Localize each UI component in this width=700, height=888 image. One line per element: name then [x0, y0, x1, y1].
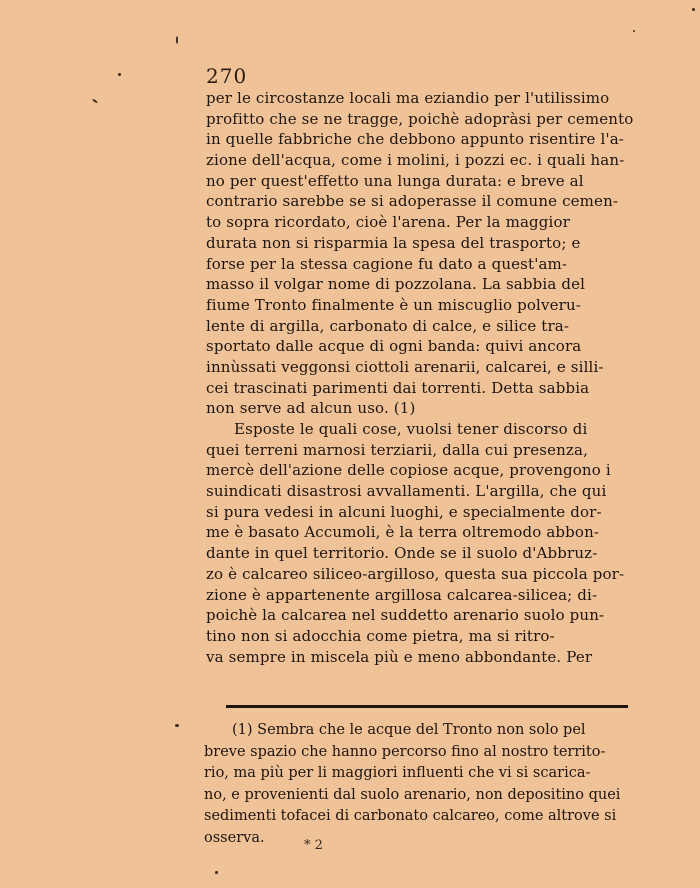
text-line: to sopra ricordato, cioè l'arena. Per la maggior: [206, 213, 570, 232]
footnote-line: (1) Sembra che le acque del Tronto non solo pel: [232, 722, 586, 738]
paper-speck: [633, 30, 635, 32]
footnote-divider: [226, 705, 628, 708]
footnote-line: osserva.: [204, 829, 265, 846]
text-line: lente di argilla, carbonato di calce, e silice tra-: [206, 316, 570, 335]
text-line: non serve ad alcun uso. (1): [206, 399, 416, 418]
text-line: quei terreni marnosi terziarii, dalla cui presenza,: [206, 440, 588, 459]
text-line: si pura vedesi in alcuni luoghi, e specialmente dor-: [206, 502, 602, 521]
text-line: zione è appartenente argillosa calcarea-silicea; di-: [206, 585, 598, 604]
text-line: cei trascinati parimenti dai torrenti. Detta sabbia: [206, 378, 590, 397]
paper-speck: [92, 98, 98, 103]
text-line: zo è calcareo siliceo-argilloso, questa sua piccola por-: [206, 564, 625, 583]
text-line: mercè dell'azione delle copiose acque, provengono i: [206, 461, 611, 480]
text-line: tino non si adocchia come pietra, ma si ritro-: [206, 626, 555, 645]
text-line: masso il volgar nome di pozzolana. La sabbia del: [206, 275, 586, 294]
paper-speck: [175, 724, 179, 727]
footnote-line: rio, ma più per li maggiori influenti che vi si scarica-: [204, 765, 591, 781]
text-line: per le circostanze locali ma eziandio per l'utilissimo: [206, 89, 610, 107]
paper-speck: [118, 73, 121, 76]
footnote: [204, 720, 636, 849]
paper-speck: [215, 871, 218, 874]
text-line: profitto che se ne tragge, poichè adopràsi per cemento: [206, 109, 634, 128]
text-line: no per quest'effetto una lunga durata: e breve al: [206, 171, 584, 190]
text-line: innùssati veggonsi ciottoli arenarii, calcarei, e silli-: [206, 357, 604, 376]
page-number: 270: [206, 64, 248, 88]
text-line: me è basato Accumoli, è la terra oltremodo abbon-: [206, 523, 600, 542]
body-text: [206, 88, 636, 667]
text-line: Esposte le quali cose, vuolsi tener discorso di: [234, 420, 588, 438]
paper-speck: [176, 36, 178, 44]
text-line: zione dell'acqua, come i molini, i pozzi ec. i quali han-: [206, 151, 625, 170]
text-line: fiume Tronto finalmente è un miscuglio polveru-: [206, 295, 581, 314]
footnote-line: breve spazio che hanno percorso fino al nostro territo-: [204, 743, 606, 760]
text-line: poichè la calcarea nel suddetto arenario suolo pun-: [206, 606, 605, 625]
text-line: sportato dalle acque di ogni banda: quivi ancora: [206, 337, 582, 356]
signature-mark: * 2: [304, 838, 323, 853]
text-line: in quelle fabbriche che debbono appunto risentire l'a-: [206, 130, 625, 149]
text-line: suindicati disastrosi avvallamenti. L'argilla, che qui: [206, 482, 607, 501]
footnote-line: no, e provenienti dal suolo arenario, non depositino quei: [204, 786, 621, 803]
text-line: contrario sarebbe se si adoperasse il comune cemen-: [206, 192, 619, 211]
paper-speck: [692, 8, 695, 11]
text-line: forse per la stessa cagione fu dato a quest'am-: [206, 254, 568, 273]
footnote-line: sedimenti tofacei di carbonato calcareo, come altrove si: [204, 808, 617, 824]
text-line: va sempre in miscela più e meno abbondante. Per: [206, 647, 593, 666]
text-line: dante in quel territorio. Onde se il suolo d'Abbruz-: [206, 544, 598, 563]
text-line: durata non si risparmia la spesa del trasporto; e: [206, 233, 581, 252]
